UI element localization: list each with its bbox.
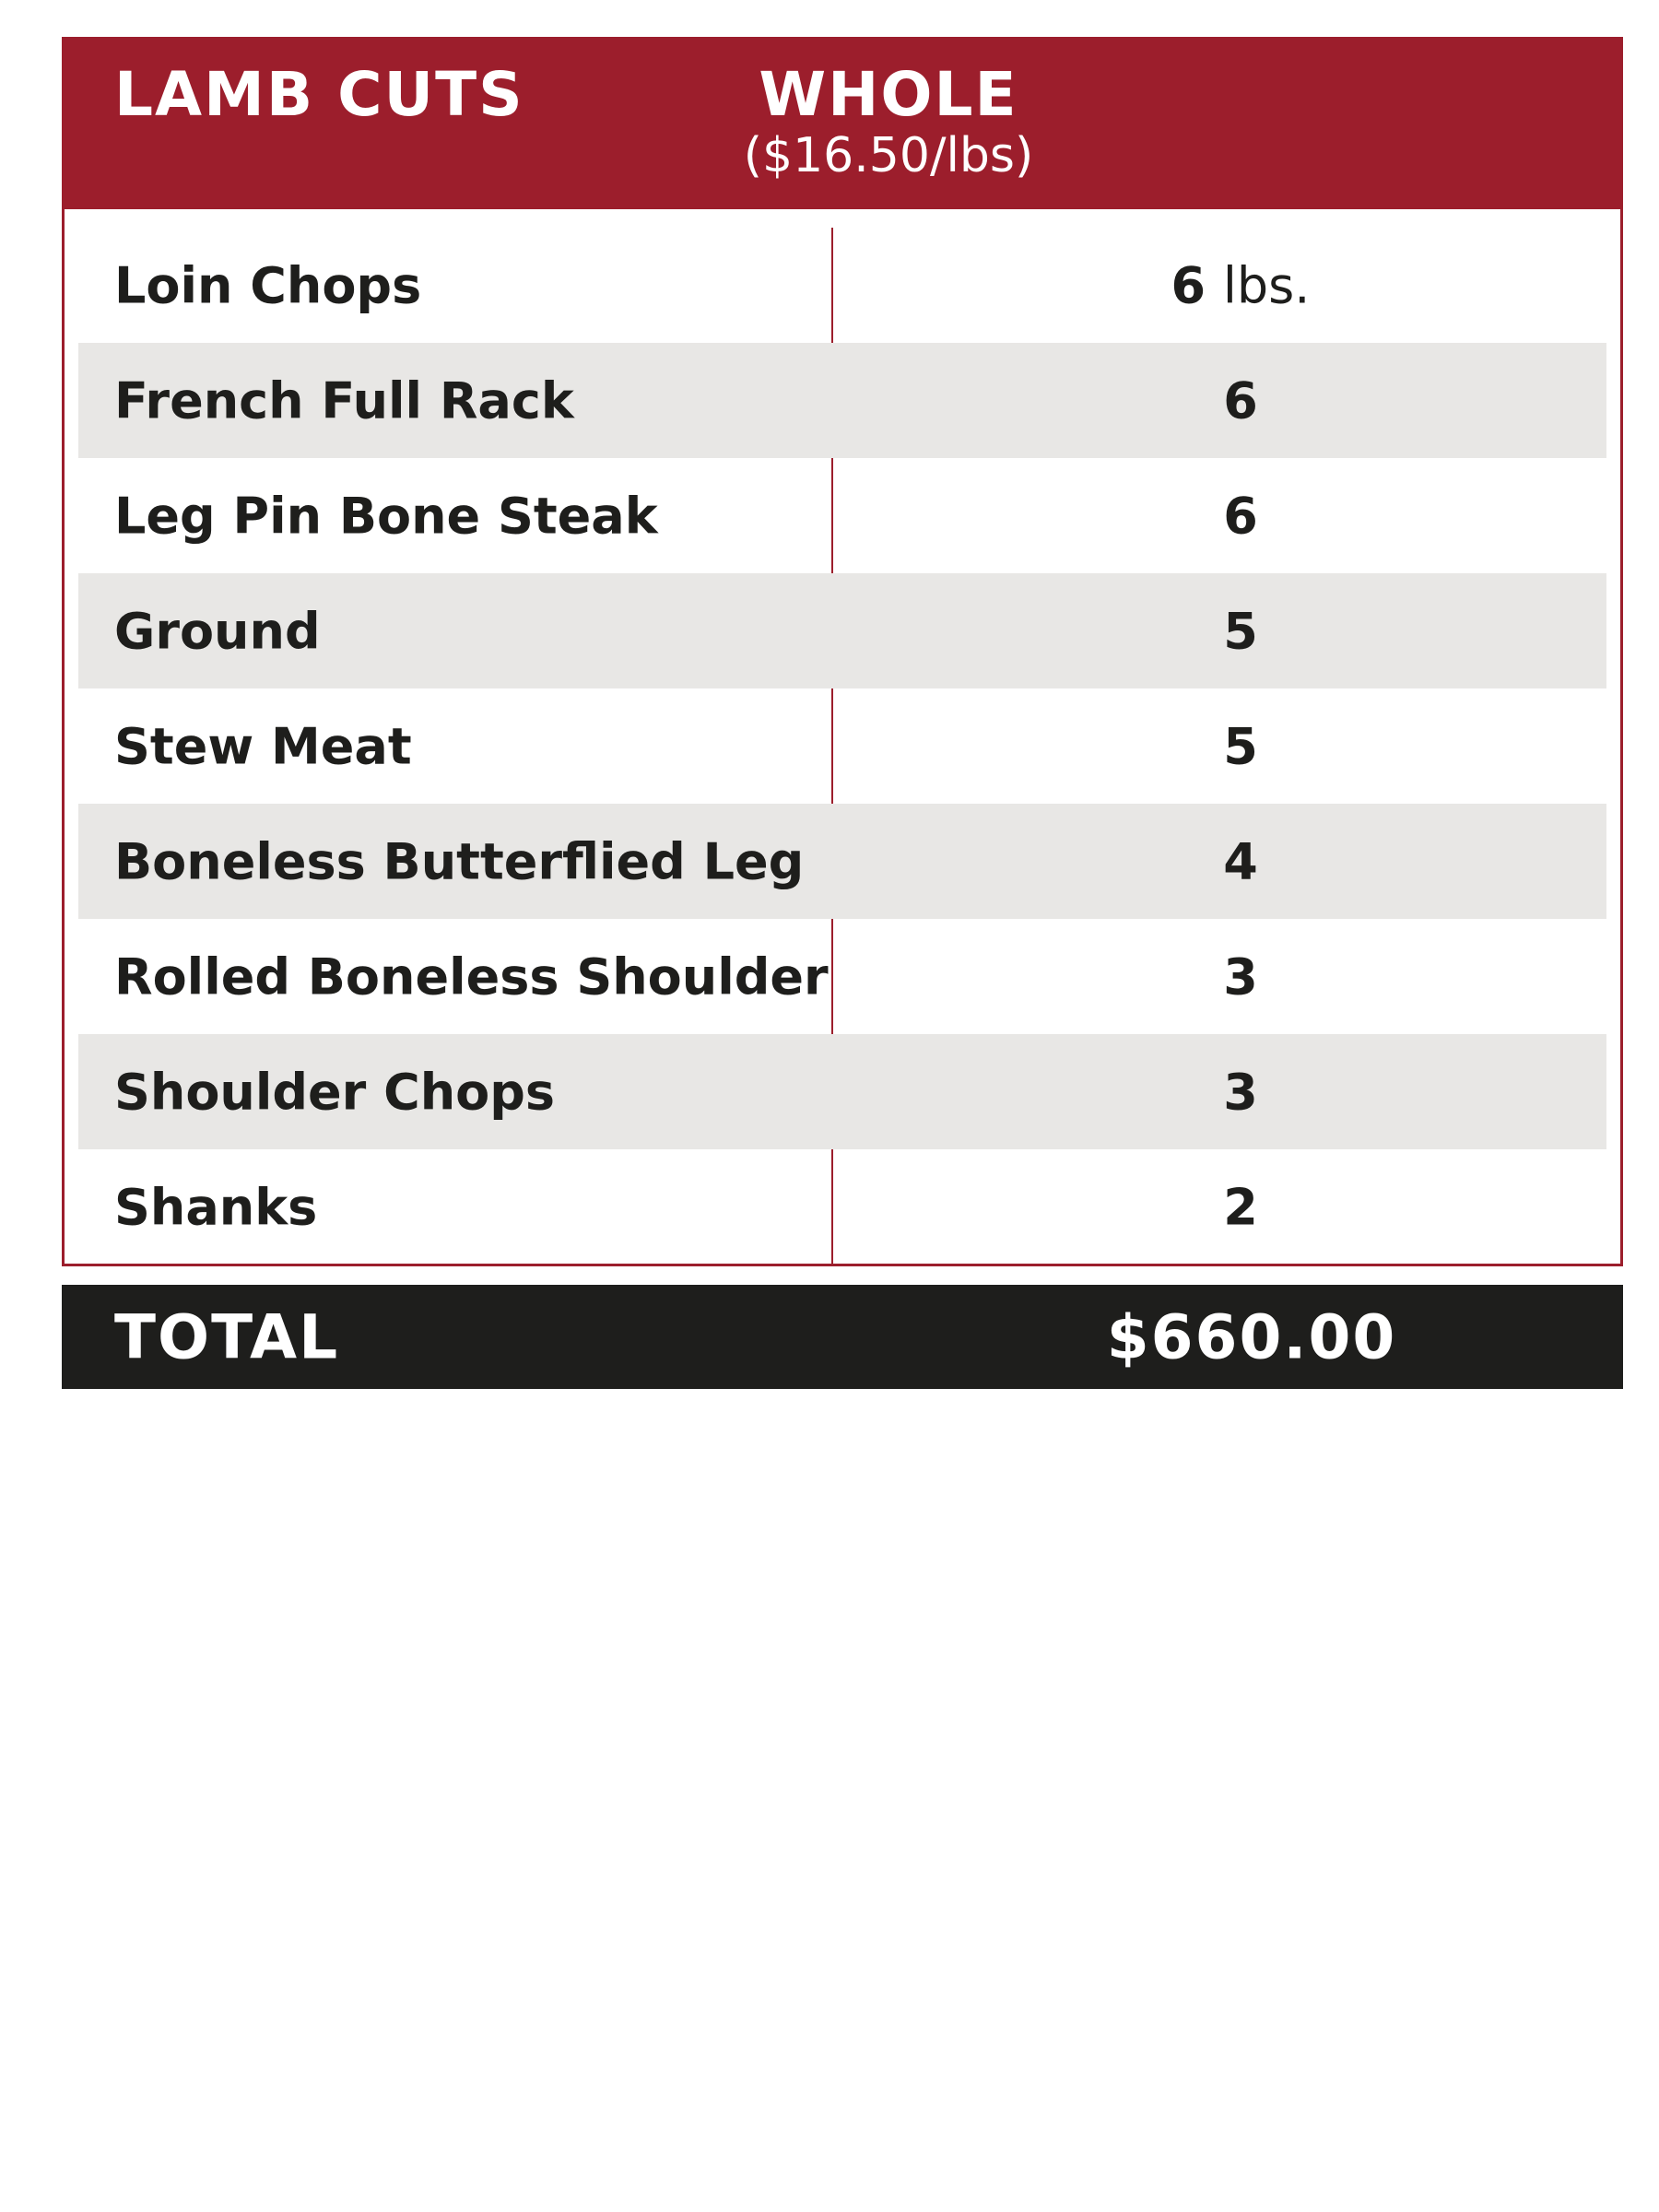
total-bar (62, 1285, 1623, 1389)
cut-quantity: 4 (1223, 832, 1258, 890)
table-row (65, 919, 1620, 1034)
table-body (65, 228, 1620, 1265)
cut-name: Stew Meat (114, 717, 412, 775)
cut-name: Loin Chops (114, 256, 422, 314)
table-header (65, 40, 1620, 209)
cut-name: Rolled Boneless Shoulder (114, 947, 829, 1006)
cut-quantity: 5 (1223, 717, 1258, 775)
table-row (65, 343, 1620, 458)
cut-name: Boneless Butterflied Leg (114, 832, 805, 890)
total-label: TOTAL (114, 1301, 340, 1372)
total-value: $660.00 (1106, 1301, 1397, 1372)
cut-quantity: 6 (1223, 371, 1258, 429)
cut-name: Ground (114, 602, 321, 660)
table-row (65, 458, 1620, 573)
table-row (65, 228, 1620, 343)
cut-quantity: 6 (1223, 487, 1258, 545)
cut-name: Leg Pin Bone Steak (114, 487, 658, 545)
table-row (65, 573, 1620, 688)
table-row (65, 804, 1620, 919)
cut-quantity: 3 (1223, 947, 1258, 1006)
cut-name: Shanks (114, 1178, 318, 1236)
cut-quantity (1056, 256, 1425, 314)
cut-name: Shoulder Chops (114, 1063, 556, 1121)
quantity-unit: lbs. (1222, 256, 1311, 314)
table-row (65, 688, 1620, 804)
cut-quantity: 5 (1223, 602, 1258, 660)
cut-quantity: 3 (1223, 1063, 1258, 1121)
lamb-cuts-table (62, 37, 1623, 1266)
header-lamb-cuts: LAMB CUTS (114, 59, 524, 130)
table-row (65, 1034, 1620, 1149)
quantity-value: 6 (1171, 256, 1206, 314)
header-whole-price: ($16.50/lbs) (743, 128, 1034, 184)
cut-name: French Full Rack (114, 371, 574, 429)
cut-quantity: 2 (1223, 1178, 1258, 1236)
table-row (65, 1149, 1620, 1265)
header-whole-column (649, 58, 1128, 185)
header-whole-title: WHOLE (759, 59, 1018, 130)
